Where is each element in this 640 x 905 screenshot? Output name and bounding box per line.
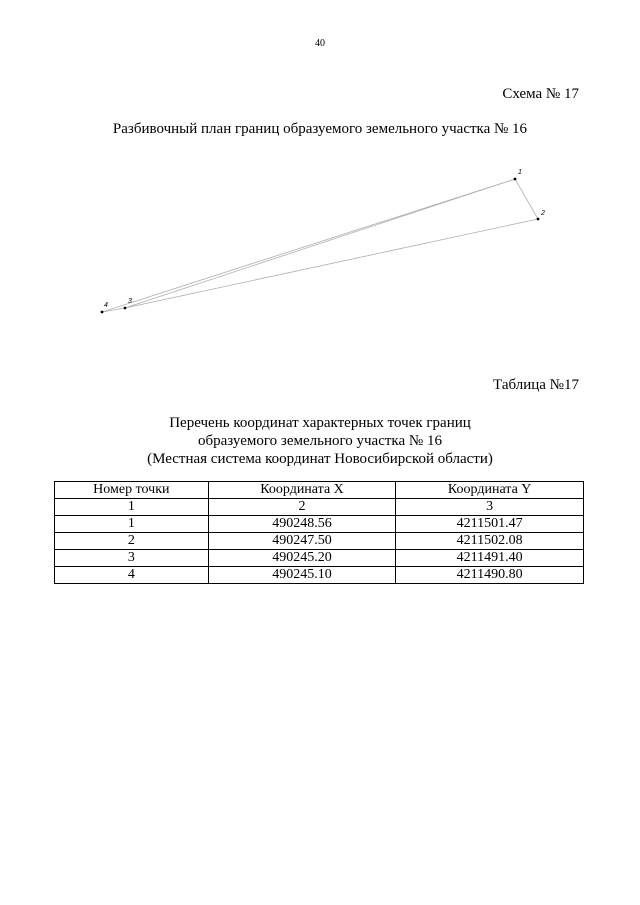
plot-boundary — [102, 179, 538, 312]
table-cell: 2 — [55, 533, 209, 550]
table-header-row — [55, 482, 584, 499]
table-cell: 4211491.40 — [396, 550, 584, 567]
table-cell: 490245.20 — [208, 550, 396, 567]
table-row — [55, 550, 584, 567]
table-index-row — [55, 499, 584, 516]
table-row — [55, 516, 584, 533]
point-1-label: 1 — [518, 169, 522, 176]
point-2 — [537, 210, 545, 220]
table-cell: 490248.56 — [208, 516, 396, 533]
point-4-label: 4 — [104, 302, 108, 309]
header-point-number: Номер точки — [55, 482, 209, 499]
table-cell: 490245.10 — [208, 567, 396, 584]
list-title-line-1: Перечень координат характерных точек границ — [169, 415, 471, 431]
page-number: 40 — [315, 38, 325, 49]
table-label: Таблица №17 — [493, 377, 579, 393]
table-cell: 1 — [55, 499, 209, 516]
table-row — [55, 567, 584, 584]
list-title-line-2: образуемого земельного участка № 16 — [198, 433, 442, 449]
boundary-segment-1-3 — [125, 179, 515, 308]
point-3-label: 3 — [128, 298, 132, 305]
table-row — [55, 533, 584, 550]
table-cell: 2 — [208, 499, 396, 516]
point-2-label: 2 — [541, 210, 545, 217]
header-coordinate-x: Координата X — [208, 482, 396, 499]
list-title — [0, 414, 640, 468]
table-cell: 490247.50 — [208, 533, 396, 550]
table-cell: 3 — [396, 499, 584, 516]
table-cell: 4211502.08 — [396, 533, 584, 550]
table-cell: 4211490.80 — [396, 567, 584, 584]
scheme-label: Схема № 17 — [502, 86, 579, 102]
plan-title: Разбивочный план границ образуемого земельного участка № 16 — [112, 121, 528, 137]
point-1 — [514, 169, 522, 180]
table-cell: 1 — [55, 516, 209, 533]
coordinates-table — [54, 481, 584, 584]
header-coordinate-y: Координата Y — [396, 482, 584, 499]
table-cell: 3 — [55, 550, 209, 567]
table-cell: 4 — [55, 567, 209, 584]
list-title-line-3: (Местная система координат Новосибирской области) — [147, 451, 493, 467]
boundary-plan — [0, 160, 640, 330]
table-cell: 4211501.47 — [396, 516, 584, 533]
